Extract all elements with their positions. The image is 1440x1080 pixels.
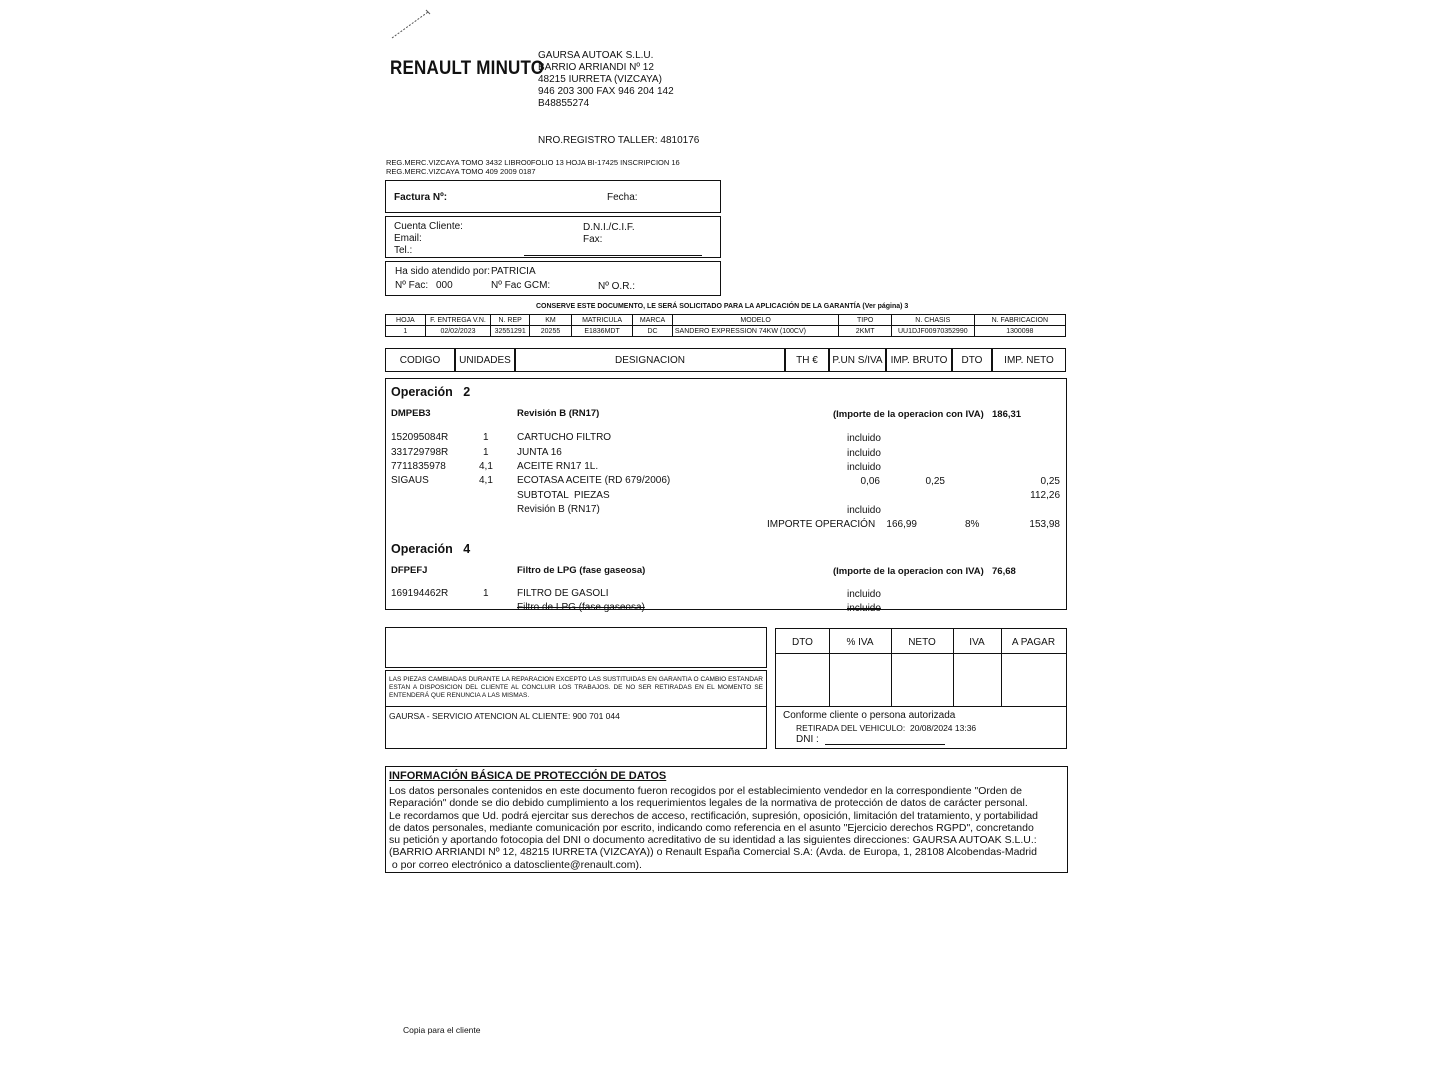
op2-line-pun: 0,25 (925, 476, 945, 487)
privacy-box (385, 766, 1068, 873)
privacy-line: Reparación" donde se dio debido cumplimiento a los requerimientos legales de la normativa de protección de datos de carácter personal. (389, 797, 1028, 810)
vehicle-value-row (386, 326, 1066, 337)
op4-code: DFPEFJ (391, 565, 428, 576)
op2-line-desc: ACEITE RN17 1L. (517, 461, 599, 472)
op2-importe-op-bruto: 166,99 (886, 519, 917, 530)
dni-signature-line (825, 744, 945, 745)
op4-name: Filtro de LPG (fase gaseosa) (517, 565, 646, 576)
reg-merc-1: REG.MERC.VIZCAYA TOMO 3432 LIBRO0FOLIO 13 HOJA BI-17425 INSCRIPCION 16 (386, 158, 680, 167)
pieces-note: LAS PIEZAS CAMBIADAS DURANTE LA REPARACION EXCEPTO LAS SUSTITUIDAS EN GARANTIA O CAMBIO ESTANDAR ESTAN A DISPOSICION DEL CLIENTE AL CONCLUIR LOS TRABAJOS. DE NO SER RETIRADAS EN EL MOMENTO SE ENTENDERÁ QUE RENUNCIA A LAS MISMAS. (389, 676, 763, 699)
vehicle-header-entrega: F. ENTREGA V.N. (425, 315, 491, 326)
privacy-line: Los datos personales contenidos en este documento fueron recogidos por el establecimiento vendedor en la correspondiente "Orden de (389, 785, 1022, 797)
totals-header-line (776, 653, 1066, 654)
op4-struck-desc: Filtro de LPG (fase gaseosa) (517, 602, 645, 613)
vehicle-table (385, 314, 1066, 337)
gcm-label: Nº Fac GCM: (491, 280, 551, 291)
fecha-label: Fecha: (607, 192, 638, 203)
col-th: TH € (785, 348, 829, 372)
vehicle-header-fabricacion: N. FABRICACION (974, 315, 1065, 326)
service-box (385, 706, 767, 749)
vehicle-hoja: 1 (386, 326, 426, 337)
renault-minuto-logo (390, 57, 544, 80)
vehicle-header-marca: MARCA (633, 315, 673, 326)
op2-line-code: 152095084R (391, 432, 449, 443)
col-bruto: IMP. BRUTO (886, 348, 952, 372)
service-line: GAURSA - SERVICIO ATENCION AL CLIENTE: 900 701 044 (389, 711, 620, 721)
totals-pagar-header: A PAGAR (1011, 637, 1056, 648)
op2-line-units: 4,1 (479, 461, 493, 472)
company-street: BARRIO ARRIANDI Nº 12 (538, 62, 654, 73)
op2-line-code: SIGAUS (391, 475, 429, 486)
op2-line-th: incluido (847, 433, 881, 444)
op2-subtotal-label: SUBTOTAL PIEZAS (517, 490, 610, 501)
dni-signature-label: DNI : (796, 734, 819, 745)
op4-importe-value: 76,68 (992, 566, 1016, 577)
op2-line-desc: ECOTASA ACEITE (RD 679/2006) (517, 475, 671, 486)
vehicle-modelo: SANDERO EXPRESSION 74KW (100CV) (672, 326, 838, 337)
client-box (385, 216, 721, 258)
privacy-line: su petición y aportando fotocopia del DNI o documento acreditativo de su identidad a las siguientes direcciones: GAURSA AUTOAK S.L.U.: (389, 834, 1037, 847)
col-dto: DTO (952, 348, 992, 372)
op2-line-th: incluido (847, 462, 881, 473)
vehicle-header-chasis: N. CHASIS (891, 315, 974, 326)
vehicle-tipo: 2KMT (839, 326, 892, 337)
op2-importe-op-neto: 153,98 (1029, 519, 1060, 530)
nfac-label: Nº Fac: (395, 280, 429, 291)
op2-title: Operación 2 (391, 385, 471, 399)
logo-light: RENAULT (390, 56, 477, 79)
op2-line-desc: CARTUCHO FILTRO (517, 432, 612, 443)
attended-label: Ha sido atendido por: (395, 266, 491, 277)
warranty-note: CONSERVE ESTE DOCUMENTO, LE SERÁ SOLICITADO PARA LA APLICACIÓN DE LA GARANTÍA (Ver página) 3 (536, 303, 909, 310)
op2-importe-label: (Importe de la operacion con IVA) (833, 409, 984, 420)
company-phone: 946 203 300 FAX 946 204 142 (538, 86, 674, 97)
col-neto: IMP. NETO (992, 348, 1066, 372)
attended-box (385, 261, 721, 296)
op4-line-th: incluido (847, 589, 881, 600)
cuenta-label: Cuenta Cliente: (394, 221, 463, 232)
op2-labour-th: incluido (847, 505, 881, 516)
op2-line-units: 1 (483, 432, 489, 443)
vehicle-chasis: UU1DJF00970352990 (891, 326, 974, 337)
retirada-label: RETIRADA DEL VEHICULO: 20/08/2024 13:36 (796, 723, 977, 733)
privacy-line: o por correo electrónico a datoscliente@renault.com). (389, 858, 642, 871)
pen-mark-icon (388, 6, 436, 42)
op2-subtotal-value: 112,26 (1030, 490, 1060, 501)
totals-box (775, 628, 1067, 707)
col-designacion: DESIGNACION (515, 348, 785, 372)
op4-importe-label: (Importe de la operacion con IVA) (833, 566, 984, 577)
op4-line-desc: FILTRO DE GASOLI (517, 588, 609, 599)
vehicle-header-nrep: N. REP (491, 315, 530, 326)
vehicle-header-row (386, 315, 1066, 326)
vehicle-km: 20255 (530, 326, 572, 337)
vehicle-marca: DC (633, 326, 673, 337)
op2-code: DMPEB3 (391, 408, 431, 419)
op4-line-units: 1 (483, 588, 489, 599)
privacy-line: (BARRIO ARRIANDI Nº 12, 48215 IURRETA (VIZCAYA)) o Renault España Comercial S.A: (Avda. de Europa, 1, 28108 Alcobendas-Madrid (389, 846, 1037, 859)
vehicle-header-matricula: MATRICULA (571, 315, 632, 326)
factura-label: Factura Nº: (394, 192, 448, 203)
op2-labour-desc: Revisión B (RN17) (517, 504, 600, 515)
op4-line-code: 169194462R (391, 588, 449, 599)
col-codigo: CODIGO (385, 348, 455, 372)
totals-iva-pct-header: % IVA (846, 637, 874, 648)
vehicle-nrep: 32551291 (491, 326, 530, 337)
op2-line-neto: 0,25 (1040, 476, 1060, 487)
col-pun: P.UN S/IVA (829, 348, 886, 372)
fax-label: Fax: (583, 234, 603, 245)
vehicle-header-hoja: HOJA (386, 315, 426, 326)
logo-bold: MINUTO (476, 56, 545, 79)
or-label: Nº O.R.: (598, 281, 635, 292)
pieces-note-box (385, 670, 767, 707)
vehicle-header-tipo: TIPO (839, 315, 892, 326)
op2-line-desc: JUNTA 16 (517, 447, 562, 458)
attended-name: PATRICIA (491, 266, 536, 277)
company-city: 48215 IURRETA (VIZCAYA) (538, 74, 662, 85)
conforme-label: Conforme cliente o persona autorizada (783, 710, 956, 721)
privacy-line: de datos personales, mediante comunicación por escrito, indicando como referencia en el asunto "Ejercicio derechos RGPD", concretando (389, 821, 1034, 834)
tel-label: Tel.: (394, 245, 413, 256)
nfac-value: 000 (436, 280, 453, 291)
op2-importe-op-dto: 8% (965, 519, 980, 530)
company-cif: B48855274 (538, 98, 590, 109)
col-unidades: UNIDADES (455, 348, 515, 372)
op2-line-th: 0,06 (860, 476, 880, 487)
totals-iva-header: IVA (969, 637, 985, 648)
privacy-title: INFORMACIÓN BÁSICA DE PROTECCIÓN DE DATOS (389, 770, 667, 782)
op4-struck-th: incluido (847, 603, 881, 614)
op2-importe-value: 186,31 (992, 409, 1022, 420)
footer-copy-label: Copia para el cliente (403, 1025, 481, 1035)
vehicle-header-modelo: MODELO (672, 315, 838, 326)
client-underline (524, 255, 702, 256)
totals-dto-header: DTO (792, 637, 813, 648)
vehicle-fabricacion: 1300098 (974, 326, 1065, 337)
company-registry: NRO.REGISTRO TALLER: 4810176 (538, 135, 700, 146)
op2-name: Revisión B (RN17) (517, 408, 600, 419)
email-label: Email: (394, 233, 422, 244)
op2-line-code: 7711835978 (391, 461, 446, 472)
vehicle-header-km: KM (530, 315, 572, 326)
conforme-box (775, 706, 1067, 749)
privacy-paragraph (389, 785, 1061, 871)
vehicle-matricula: E1836MDT (571, 326, 632, 337)
company-name: GAURSA AUTOAK S.L.U. (538, 50, 654, 61)
privacy-line: Le recordamos que Ud. podrá ejercitar sus derechos de acceso, rectificación, supresión, oposición, limitación del tratamiento, y portabilidad (389, 809, 1039, 822)
op2-line-code: 331729798R (391, 447, 449, 458)
vehicle-entrega: 02/02/2023 (425, 326, 491, 337)
op2-importe-op-label: IMPORTE OPERACIÓN (767, 519, 876, 530)
op2-line-units: 4,1 (479, 475, 493, 486)
op2-line-units: 1 (483, 447, 489, 458)
dni-label: D.N.I./C.I.F. (583, 222, 635, 233)
op4-title: Operación 4 (391, 542, 471, 556)
blank-box (385, 627, 767, 668)
invoice-box (385, 180, 721, 213)
op2-line-th: incluido (847, 448, 881, 459)
totals-neto-header: NETO (908, 637, 936, 648)
reg-merc-2: REG.MERC.VIZCAYA TOMO 409 2009 0187 (386, 167, 536, 176)
